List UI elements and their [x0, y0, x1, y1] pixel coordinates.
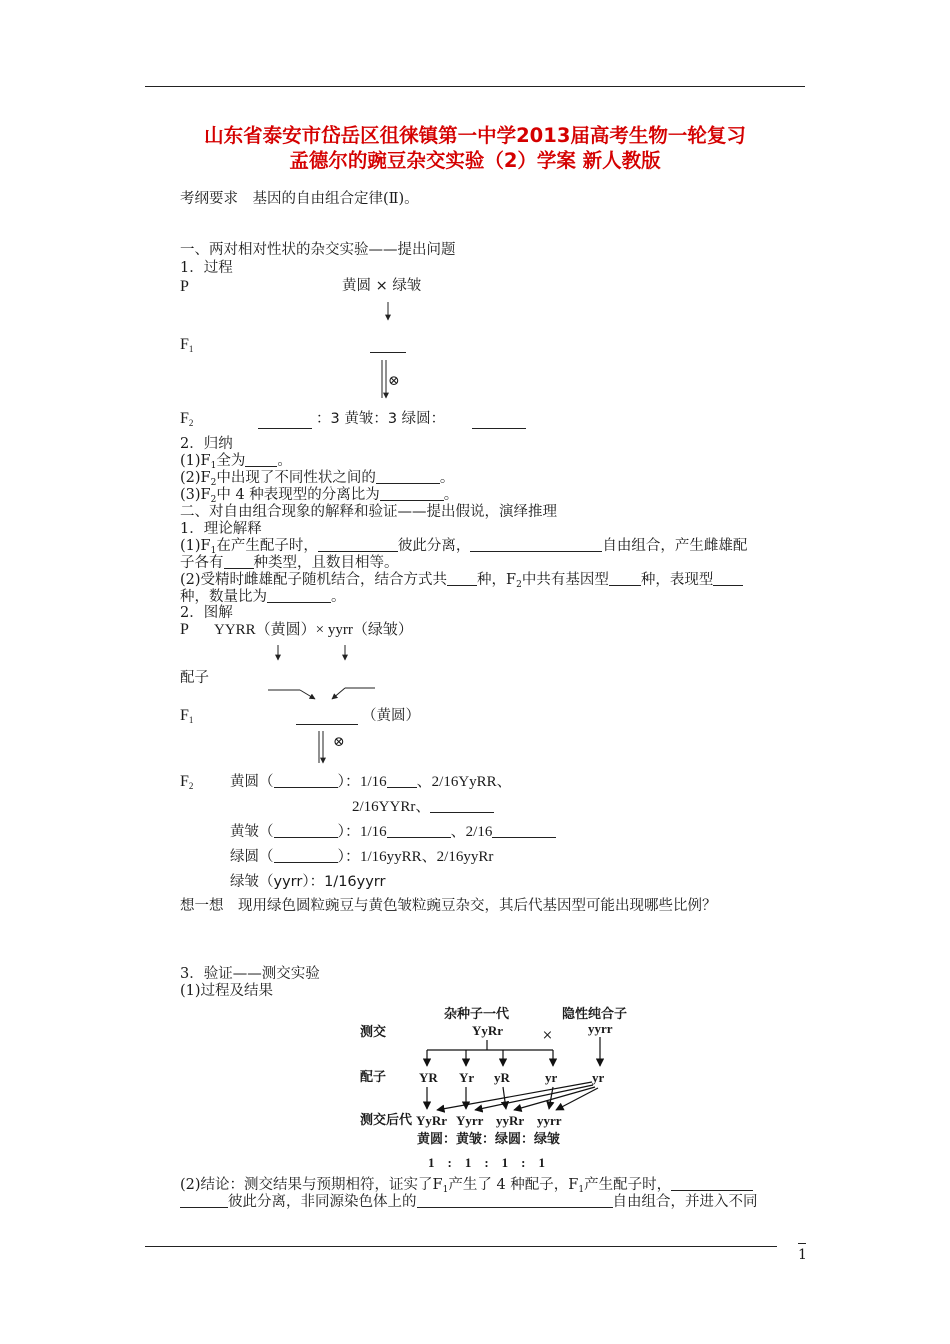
section2-heading: 二、对自由组合现象的解释和验证——提出假说，演绎推理 — [180, 504, 557, 520]
phenotype-row: 黄圆：黄皱：绿圆：绿皱 — [417, 1132, 561, 1147]
think-question: 想一想 现用绿色圆粒豌豆与黄色皱粒豌豆杂交，其后代基因型可能出现哪些比例？ — [180, 898, 717, 914]
gamete-yr-1: yr — [545, 1070, 558, 1085]
gamete-yr-2: yr — [592, 1070, 605, 1085]
arrow-gamete-left — [300, 690, 315, 699]
arrow-yr2-to-yyRr — [514, 1087, 595, 1110]
conclusion-line1: (2)结论：测交结果与预期相符，证实了$F_1$产生了 4 种配子，$F_1$产生配子时， — [180, 1176, 753, 1199]
theory-item-2-line2: 种，数量比为 。 — [180, 589, 346, 605]
diagram-f1-label: $F_1$ — [180, 707, 194, 725]
offspring-YyRr: YyRr — [416, 1113, 448, 1128]
testcross-row-label: 测交 — [360, 1025, 387, 1040]
f2-row-green-wrinkled: 绿皱（yyrr）：1/16yyrr — [230, 874, 386, 890]
f2-label: $F_2$ — [180, 410, 194, 428]
offspring-yyRr: yyRr — [496, 1113, 525, 1128]
doc-title-line1: 山东省泰安市岱岳区徂徕镇第一中学2013届高考生物一轮复习 — [204, 124, 746, 147]
syllabus-requirement: 考纲要求 基因的自由组合定律(Ⅱ)。 — [180, 191, 419, 207]
summary-item-1: $(1)F_1$全为 。 — [180, 453, 292, 471]
ratio-row: 1 : 1 : 1 : 1 — [428, 1155, 545, 1170]
section1-heading: 一、两对相对性状的杂交实验——提出问题 — [180, 242, 456, 258]
summary-item-2: $(2)F_2$中出现了不同性状之间的 。 — [180, 470, 455, 488]
conclusion-line2: 彼此分离，非同源染色体上的 自由组合，并进入不同 — [180, 1193, 758, 1211]
arrow-yr2-to-YyRr — [437, 1082, 592, 1110]
hybrid-label: 杂种子一代 — [444, 1007, 510, 1022]
diagram-f2-label: $F_2$ — [180, 773, 194, 791]
diagram-label: 2．图解 — [180, 605, 233, 621]
p-cross: 黄圆 × 绿皱 — [342, 278, 422, 294]
theory-label: 1．理论解释 — [180, 521, 262, 537]
f2-ratio-text: ：3 黄皱：3 绿圆： — [316, 411, 446, 427]
theory-item-1-line2: 子各有 种类型，且数目相等。 — [180, 555, 399, 571]
verify-label: 3．验证——测交实验 — [180, 966, 320, 982]
recessive-genotype: yyrr — [588, 1021, 613, 1036]
f2-row-green-round: 绿圆（ ）：1/16yyRR、2/16yyRr — [230, 849, 494, 865]
offspring-yyrr: yyrr — [537, 1113, 562, 1128]
gamete-Yr: Yr — [459, 1070, 475, 1085]
selfing-symbol-1: ⊗ — [388, 373, 400, 389]
arrow-yr2-to-Yyrr — [475, 1085, 593, 1110]
arrow-gamete-right — [332, 688, 345, 699]
process-label: 1．过程 — [180, 260, 233, 276]
theory-item-1-line1: $(1)F_1$在产生配子时， 彼此分离， 自由组合，产生雌雄配 — [180, 538, 748, 556]
hybrid-genotype: YyRr — [472, 1023, 504, 1038]
doc-title-line2: 孟德尔的豌豆杂交实验（2）学案 新人教版 — [289, 149, 661, 172]
gamete-yR: yR — [494, 1070, 510, 1085]
recessive-label: 隐性纯合子 — [562, 1007, 628, 1022]
p-label: P — [180, 278, 189, 295]
gamete-row-label: 配子 — [360, 1070, 387, 1085]
diagram-p-label: P — [180, 621, 189, 638]
f2-row-yellow-round-cont: 2/16YYRr、 — [352, 798, 494, 816]
f2-row-yellow-wrinkled: 黄皱（ ）：1/16 、2/16 — [230, 823, 556, 841]
selfing-symbol-2: ⊗ — [333, 734, 345, 750]
offspring-row-label: 测交后代 — [360, 1113, 413, 1128]
theory-item-2-line1: (2)受精时雌雄配子随机结合，结合方式共 种，$F_2$中共有基因型 种，表现型 — [180, 571, 743, 594]
diagram-p-cross: YYRR（黄圆）× yyrr（绿皱） — [214, 622, 413, 638]
page-number: 1 — [798, 1247, 807, 1263]
diagram-f1-phenotype: （黄圆） — [362, 708, 420, 724]
verify-sub: (1)过程及结果 — [180, 983, 274, 999]
gamete-YR: YR — [419, 1070, 438, 1085]
f2-row-yellow-round: 黄圆（ ）：1/16 、2/16YyRR、 — [230, 774, 512, 790]
offspring-Yyrr: Yyrr — [456, 1113, 484, 1128]
gamete-label: 配子 — [180, 670, 209, 686]
f1-label: $F_1$ — [180, 336, 194, 354]
arrow-yr-offspring — [549, 1087, 553, 1109]
summary-item-3: $(3)F_2$中 4 种表现型的分离比为 。 — [180, 487, 459, 505]
testcross-cross-symbol: × — [542, 1028, 553, 1043]
summary-label: 2．归纳 — [180, 436, 233, 452]
